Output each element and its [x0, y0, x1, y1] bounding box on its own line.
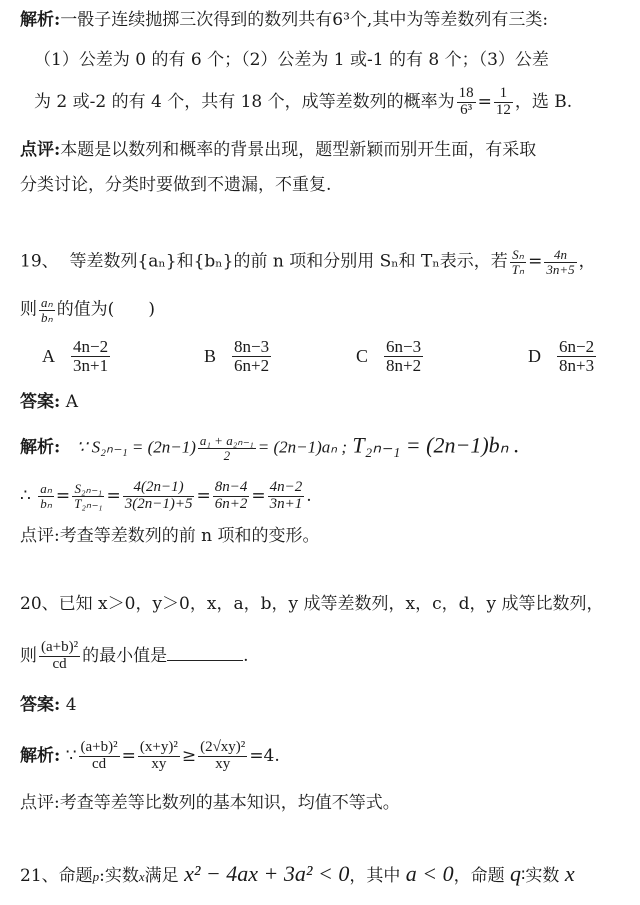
q18-analysis-line3: 为 2 或-2 的有 4 个，共有 18 个，成等差数列的概率为 $\frac{18}{\text{6³}}$ = $\frac{1}{12}$ ，选 B.	[34, 85, 573, 118]
answer-value: 4	[65, 695, 77, 715]
comment-label: 点评:	[20, 140, 61, 160]
answer-blank[interactable]	[167, 646, 243, 661]
analysis-text: 为 2 或-2 的有 4 个，共有 18 个，成等差数列的概率为	[34, 91, 455, 112]
q21-stem: 21、命题p:实数x满足 x² − 4ax + 3a² < 0，其中 a < 0，命题 q∶实数 x	[20, 861, 575, 886]
option-d[interactable]: D $\frac{6n-2}{8n+3}$	[528, 337, 595, 375]
q19-stem: 19、 等差数列{aₙ}和{bₙ}的前 n 项和分别用 Sₙ和 Tₙ表示，若 $\frac{\text{Sₙ}}{\text{Tₙ}}$ = $\frac{4n}{3n+5}$ ，	[20, 247, 596, 277]
question-number: 20、	[20, 594, 59, 614]
q19-comment: 点评:考查等差数列的前 n 项和的变形。	[20, 526, 320, 546]
option-b[interactable]: B $\frac{8n-3}{6n+2}$	[204, 337, 270, 375]
option-a[interactable]: A $\frac{4n-2}{3n+1}$	[42, 337, 109, 375]
fraction: $\frac{\text{aₙ}}{\text{bₙ}}$	[41, 295, 53, 325]
q18-comment-line1: 点评:本题是以数列和概率的背景出现，题型新颖而别开生面，有采取	[20, 140, 537, 160]
answer-value: A	[65, 392, 78, 412]
analysis-text: 一骰子连续抛掷三次得到的数列共有6³个,其中为等差数列有三类:	[60, 10, 549, 30]
fraction: $\frac{4n-2}{3n+1}$	[73, 337, 109, 375]
q19-analysis-line1: 解析: ∵ S₂ₙ₋₁ = (2n−1) $\frac{\text{a₁ + a₂ₙ₋₁}}{2}$ = (2n−1)aₙ ; T₂ₙ₋₁ = (2n−1)bₙ .	[20, 432, 520, 463]
q19-ask: 则 $\frac{\text{aₙ}}{\text{bₙ}}$ 的值为( )	[20, 295, 155, 325]
q18-analysis-line2: （1）公差为 0 的有 6 个；（2）公差为 1 或-1 的有 8 个；（3）公差	[34, 50, 549, 70]
fraction: $\frac{6n-3}{8n+2}$	[386, 337, 422, 375]
question-number: 19、	[20, 251, 59, 272]
q20-answer: 答案: 4	[20, 695, 77, 715]
q20-ask: 则 $\frac{\text{(a+b)²}}{cd}$ 的最小值是 .	[20, 639, 249, 672]
analysis-label: 解析:	[20, 10, 61, 30]
question-number: 21、	[20, 866, 59, 886]
fraction: $\frac{\text{Sₙ}}{\text{Tₙ}}$	[511, 247, 525, 277]
q20-analysis: 解析: ∵ $\frac{\text{(a+b)²}}{cd}$ = $\frac{\text{(x+y)²}}{xy}$ ≥ $\frac{\text{(2√xy)²}}{xy}$ =4.	[20, 739, 280, 772]
q20-stem: 20、已知 x＞0，y＞0，x，a，b，y 成等差数列，x，c，d，y 成等比数列，	[20, 594, 604, 614]
q19-analysis-line2: ∴ $\frac{\text{aₙ}}{\text{bₙ}}$ = $\frac{\text{S₂ₙ₋₁}}{\text{T₂ₙ₋₁}}$ = $\frac{4(2n-1)}{3(2n-1)+5}$ = $\frac{8n-4}{6n+2}$ = $\frac{4n-2}{3n+1}$ .	[20, 479, 312, 512]
q20-comment: 点评:考查等差等比数列的基本知识，均值不等式。	[20, 793, 400, 813]
fraction: $\frac{1}{12}$	[495, 85, 511, 118]
q19-answer: 答案: A	[20, 392, 78, 412]
fraction: $\frac{\text{(a+b)²}}{cd}$	[41, 639, 79, 672]
fraction: $\frac{8n-3}{6n+2}$	[234, 337, 270, 375]
fraction: $\frac{18}{\text{6³}}$	[458, 85, 474, 118]
fraction: $\frac{\text{a₁ + a₂ₙ₋₁}}{2}$	[199, 433, 254, 463]
q18-comment-line2: 分类讨论，分类时要做到不遗漏，不重复.	[20, 175, 332, 195]
option-c[interactable]: C $\frac{6n-3}{8n+2}$	[356, 337, 422, 375]
q18-analysis-line1	[20, 12, 548, 29]
fraction: $\frac{4n}{3n+5}$	[546, 247, 575, 277]
fraction: $\frac{6n-2}{8n+3}$	[559, 337, 595, 375]
